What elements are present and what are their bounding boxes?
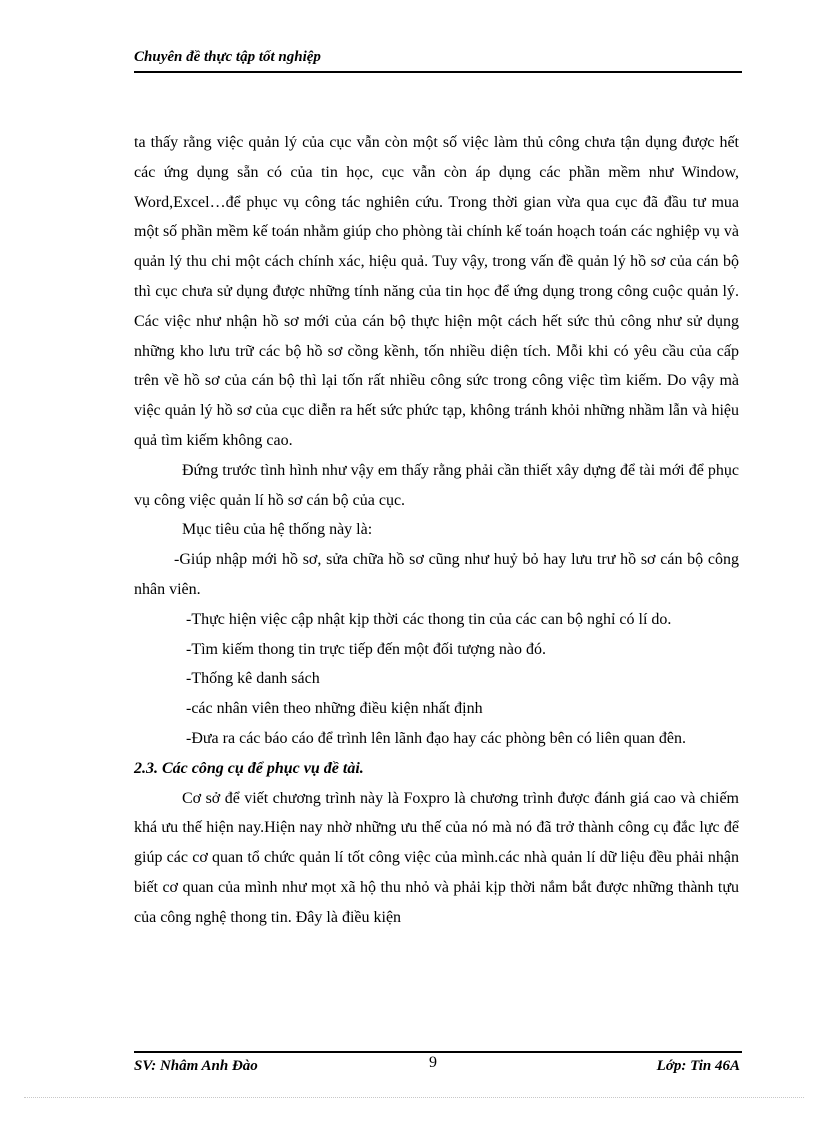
paragraph-objectives-intro: Mục tiêu của hệ thống này là:	[182, 521, 373, 539]
objective-item-1: -Giúp nhập mới hồ sơ, sửa chữa hồ sơ cũng như huỷ bỏ hay lưu trư hồ sơ cán bộ công nhân viên.	[134, 551, 739, 598]
page-number: 9	[429, 1054, 437, 1071]
objective-item-6: -Đưa ra các báo cáo để trình lên lãnh đạo hay các phòng bên có liên quan đên.	[186, 729, 687, 747]
section-paragraph: Cơ sở để viết chương trình này là Foxpro là chương trình được đánh giá cao và chiếm khá ưu thế hiện nay.Hiện nay nhờ những ưu thế của nó mà nó đã trở thành công cụ đắc lực để giúp các cơ quan tổ chức quản lí tốt công việc của mình.các nhà quản lí dữ liệu đều phải nhận biết cơ quan của mình như mọt xã hộ thu nhỏ và phải kịp thời nắm bắt được những thành tựu của công nghệ thong tin. Đây là điều kiện	[134, 789, 739, 926]
paragraph-situation: Đứng trước tình hình như vậy em thấy rằng phải cần thiết xây dựng để tài mới để phục vụ công việc quản lí hồ sơ cán bộ của cục.	[134, 461, 739, 509]
header-title: Chuyên đề thực tập tốt nghiệp	[134, 49, 321, 65]
paragraph-intro: ta thấy rằng việc quản lý của cục vẫn còn một số việc làm thủ công chưa tận dụng được hết các ứng dụng sẵn có của tin học, cục vẫn còn áp dụng các phần mềm như Window, Word,Excel…để phục vụ công tác nghiên cứu. Trong thời gian vừa qua cục đã đầu tư mua một số phần mềm kế toán nhằm giúp cho phòng tài chính kế toán hoạch toán các nghiệp vụ và quản lý thu chi một cách chính xác, hiệu quả. Tuy vậy, trong vấn đề quản lý hồ sơ của cán bộ thì cục chưa sử dụng được những tính năng của tin học để ứng dụng trong công cuộc quản lý. Các việc như nhận hồ sơ mới của cán bộ thực hiện một cách hết sức thủ công như sử dụng những kho lưu trữ các bộ hồ sơ cồng kềnh, tốn nhiều diện tích. Mỗi khi có yêu cầu của cấp trên về hồ sơ của cán bộ thì lại tốn rất nhiều công sức trong công việc tìm kiếm. Do vậy mà việc quản lý hồ sơ của cục diễn ra hết sức phức tạp, không tránh khỏi những nhầm lẫn và hiệu quả tìm kiếm không cao.	[134, 134, 739, 449]
objective-item-3: -Tìm kiếm thong tin trực tiếp đến một đối tượng nào đó.	[186, 640, 546, 658]
page-bottom-divider	[24, 1097, 804, 1098]
page-header	[134, 49, 742, 73]
objective-item-5: -các nhân viên theo những điều kiện nhất định	[186, 700, 483, 718]
page-footer	[134, 1051, 742, 1079]
objective-item-4: -Thống kê danh sách	[186, 670, 320, 688]
objective-item-2: -Thực hiện việc cập nhật kịp thời các thong tin của các can bộ nghỉ có lí do.	[186, 610, 672, 628]
section-heading: 2.3. Các công cụ để phục vụ đề tài.	[134, 759, 364, 777]
document-body	[134, 128, 739, 933]
footer-class: Lớp: Tin 46A	[656, 1058, 740, 1074]
footer-student: SV: Nhâm Anh Đào	[134, 1058, 258, 1074]
